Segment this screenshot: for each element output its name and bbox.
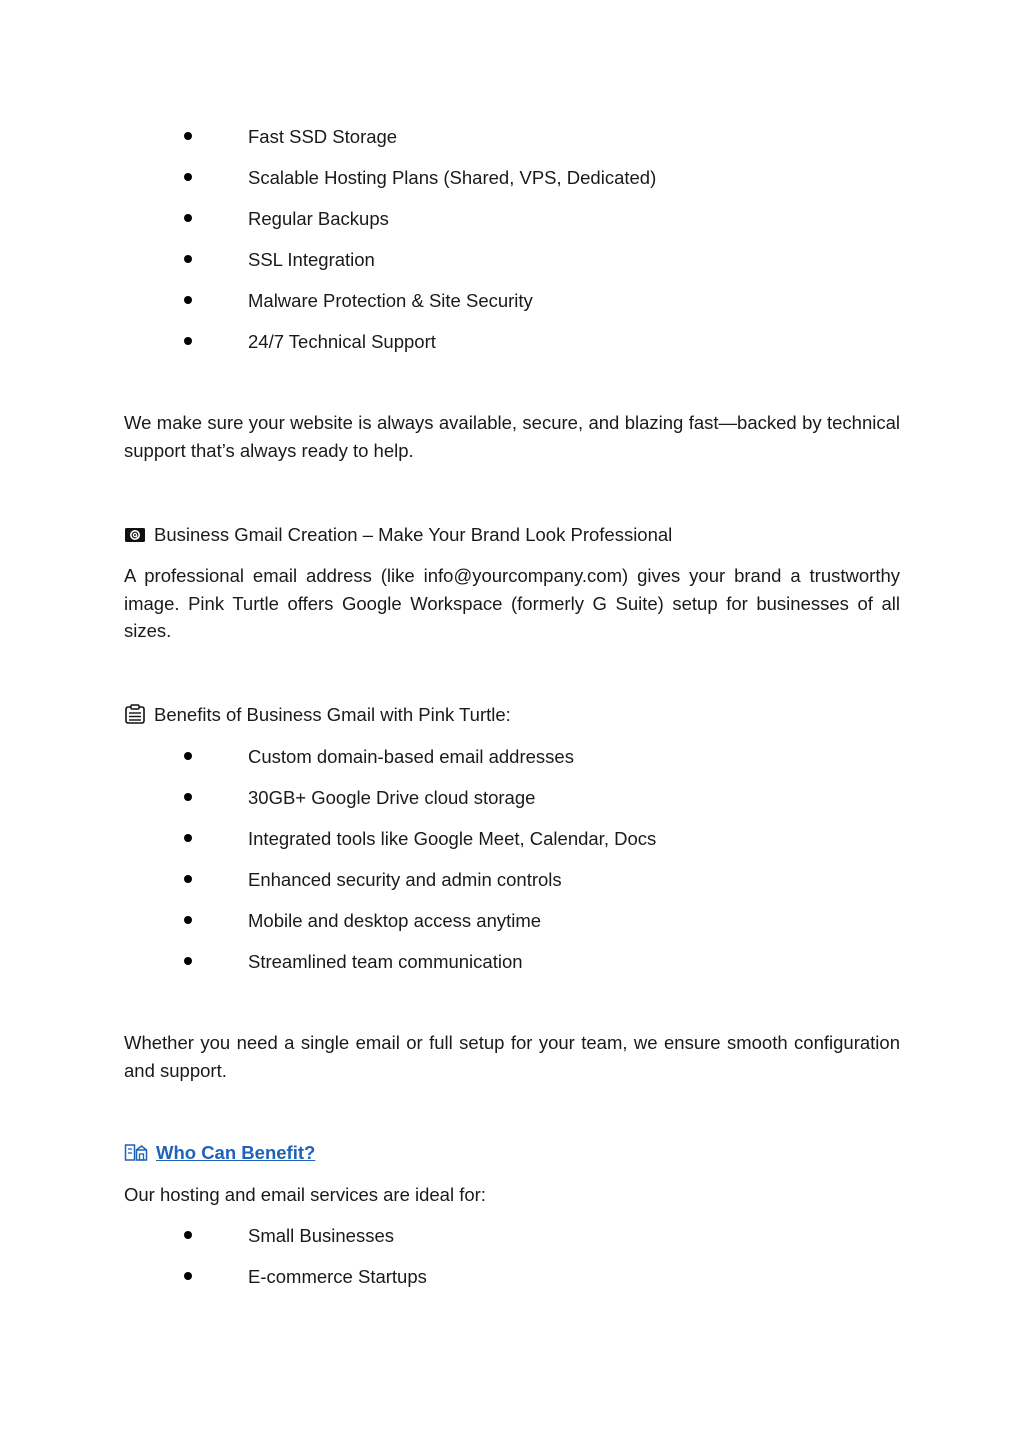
bullet-icon <box>184 916 192 924</box>
who-intro-paragraph: Our hosting and email services are ideal for: <box>124 1184 486 1205</box>
bullet-icon <box>184 957 192 965</box>
list-item: Custom domain-based email addresses <box>124 736 900 777</box>
list-item: Enhanced security and admin controls <box>124 859 900 900</box>
list-item: Scalable Hosting Plans (Shared, VPS, Dedicated) <box>124 157 900 198</box>
bullet-icon <box>184 255 192 263</box>
bullet-icon <box>184 834 192 842</box>
bullet-icon <box>184 214 192 222</box>
bullet-icon <box>184 296 192 304</box>
gmail-section-title: Business Gmail Creation – Make Your Brand Look Professional <box>154 524 673 545</box>
list-item: E-commerce Startups <box>124 1256 900 1297</box>
list-item: Small Businesses <box>124 1215 900 1256</box>
gmail-benefits-list <box>124 736 900 982</box>
audience-list <box>124 1215 900 1297</box>
who-can-benefit-title: Who Can Benefit? <box>156 1142 316 1163</box>
bullet-icon <box>184 793 192 801</box>
who-can-benefit-heading <box>124 1139 315 1169</box>
list-item: Integrated tools like Google Meet, Calendar, Docs <box>124 818 900 859</box>
email-icon <box>124 524 146 551</box>
benefits-section-title: Benefits of Business Gmail with Pink Turtle: <box>154 704 511 725</box>
gmail-section-heading <box>124 521 672 551</box>
bullet-icon <box>184 173 192 181</box>
bullet-icon <box>184 752 192 760</box>
gmail-summary-paragraph: Whether you need a single email or full setup for your team, we ensure smooth configuration and support. <box>124 1032 900 1081</box>
bullet-icon <box>184 1231 192 1239</box>
list-item: 30GB+ Google Drive cloud storage <box>124 777 900 818</box>
clipboard-icon <box>124 704 146 731</box>
list-item: Malware Protection & Site Security <box>124 280 900 321</box>
list-item: Streamlined team communication <box>124 941 900 982</box>
bullet-icon <box>184 337 192 345</box>
hosting-summary-paragraph: We make sure your website is always available, secure, and blazing fast—backed by technical support that’s always ready to help. <box>124 412 900 461</box>
hosting-features-list <box>124 116 900 362</box>
list-item: SSL Integration <box>124 239 900 280</box>
list-item: Regular Backups <box>124 198 900 239</box>
list-item: Fast SSD Storage <box>124 116 900 157</box>
bullet-icon <box>184 1272 192 1280</box>
list-item: Mobile and desktop access anytime <box>124 900 900 941</box>
bullet-icon <box>184 132 192 140</box>
buildings-icon <box>124 1142 148 1169</box>
bullet-icon <box>184 875 192 883</box>
gmail-intro-paragraph: A professional email address (like info@yourcompany.com) gives your brand a trustworthy image. Pink Turtle offers Google Workspace (formerly G Suite) setup for businesses of all sizes. <box>124 565 900 641</box>
list-item: 24/7 Technical Support <box>124 321 900 362</box>
benefits-section-heading <box>124 701 511 731</box>
